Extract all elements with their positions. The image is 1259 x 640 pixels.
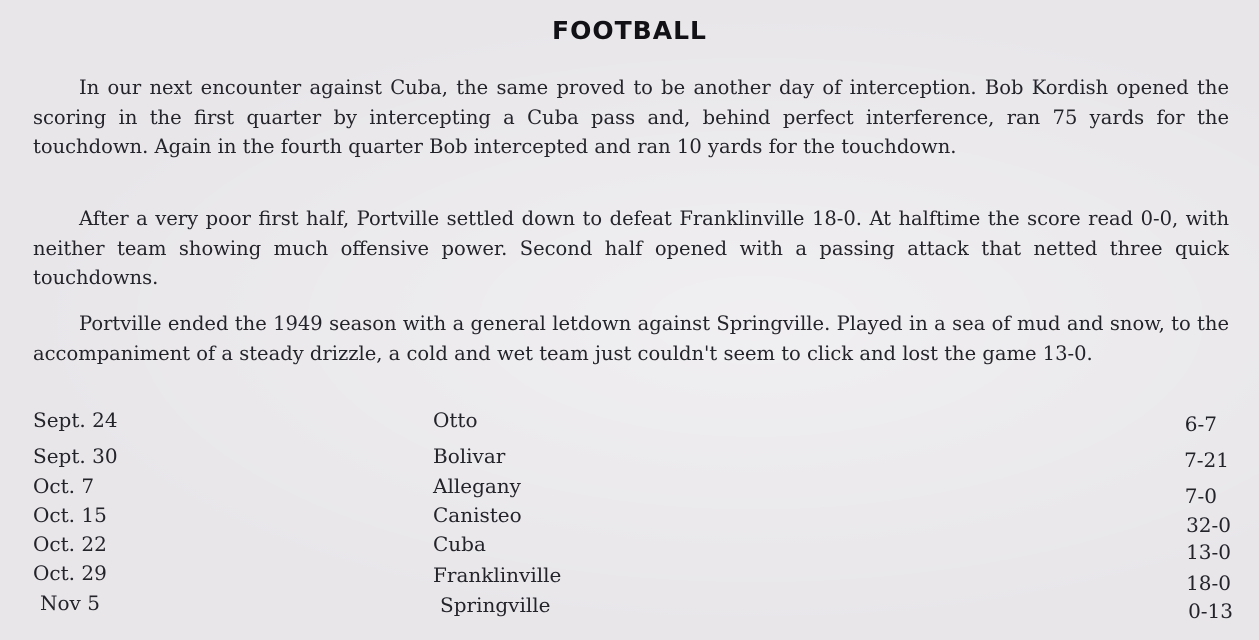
season-schedule: [0, 408, 1259, 628]
game-opponent: Bolivar: [433, 444, 506, 468]
game-date: Oct. 7: [33, 474, 95, 498]
paragraph-franklinville-game: After a very poor first half, Portville settled down to defeat Franklinville 18-0. At halftime the score read 0-0, with neither team showing much offensive power. Second half opened with a passing attack that netted three quick touchdowns.: [33, 207, 1229, 289]
schedule-row: [0, 474, 1259, 508]
game-opponent: Otto: [433, 408, 478, 432]
game-opponent: Canisteo: [433, 503, 522, 527]
game-score: 0-13: [1188, 599, 1233, 623]
schedule-row: [0, 591, 1259, 623]
game-date: Oct. 29: [33, 561, 107, 585]
game-date: Nov 5: [40, 591, 100, 615]
game-opponent: Franklinville: [433, 563, 562, 587]
game-score: 7-21: [1184, 448, 1229, 472]
game-opponent: Springville: [440, 593, 551, 617]
game-score: 7-0: [1184, 484, 1217, 508]
game-score: 32-0: [1186, 513, 1231, 537]
game-score: 18-0: [1186, 571, 1231, 595]
game-date: Oct. 15: [33, 503, 107, 527]
schedule-row: [0, 444, 1259, 472]
game-date: Oct. 22: [33, 532, 107, 556]
game-score: 6-7: [1184, 412, 1217, 436]
game-opponent: Allegany: [433, 474, 521, 498]
schedule-row: [0, 503, 1259, 537]
schedule-row: [0, 408, 1259, 436]
game-date: Sept. 24: [33, 408, 118, 432]
paragraph-cuba-game: In our next encounter against Cuba, the same proved to be another day of interception. Bob Kordish opened the scoring in the first quarter by intercepting a Cuba pass and, behind perfect interference, ran 75 yards for the touchdown. Again in the fourth quarter Bob intercepted and ran 10 yards for the touchdown.: [33, 76, 1229, 158]
page-title: FOOTBALL: [552, 16, 707, 45]
paragraph-springville-game: Portville ended the 1949 season with a general letdown against Springville. Played in a sea of mud and snow, to the accompaniment of a steady drizzle, a cold and wet team just couldn't seem to click and lost the game 13-0.: [33, 312, 1229, 365]
game-score: 13-0: [1186, 540, 1231, 564]
game-date: Sept. 30: [33, 444, 118, 468]
schedule-row: [0, 561, 1259, 595]
schedule-row: [0, 532, 1259, 564]
game-opponent: Cuba: [433, 532, 486, 556]
